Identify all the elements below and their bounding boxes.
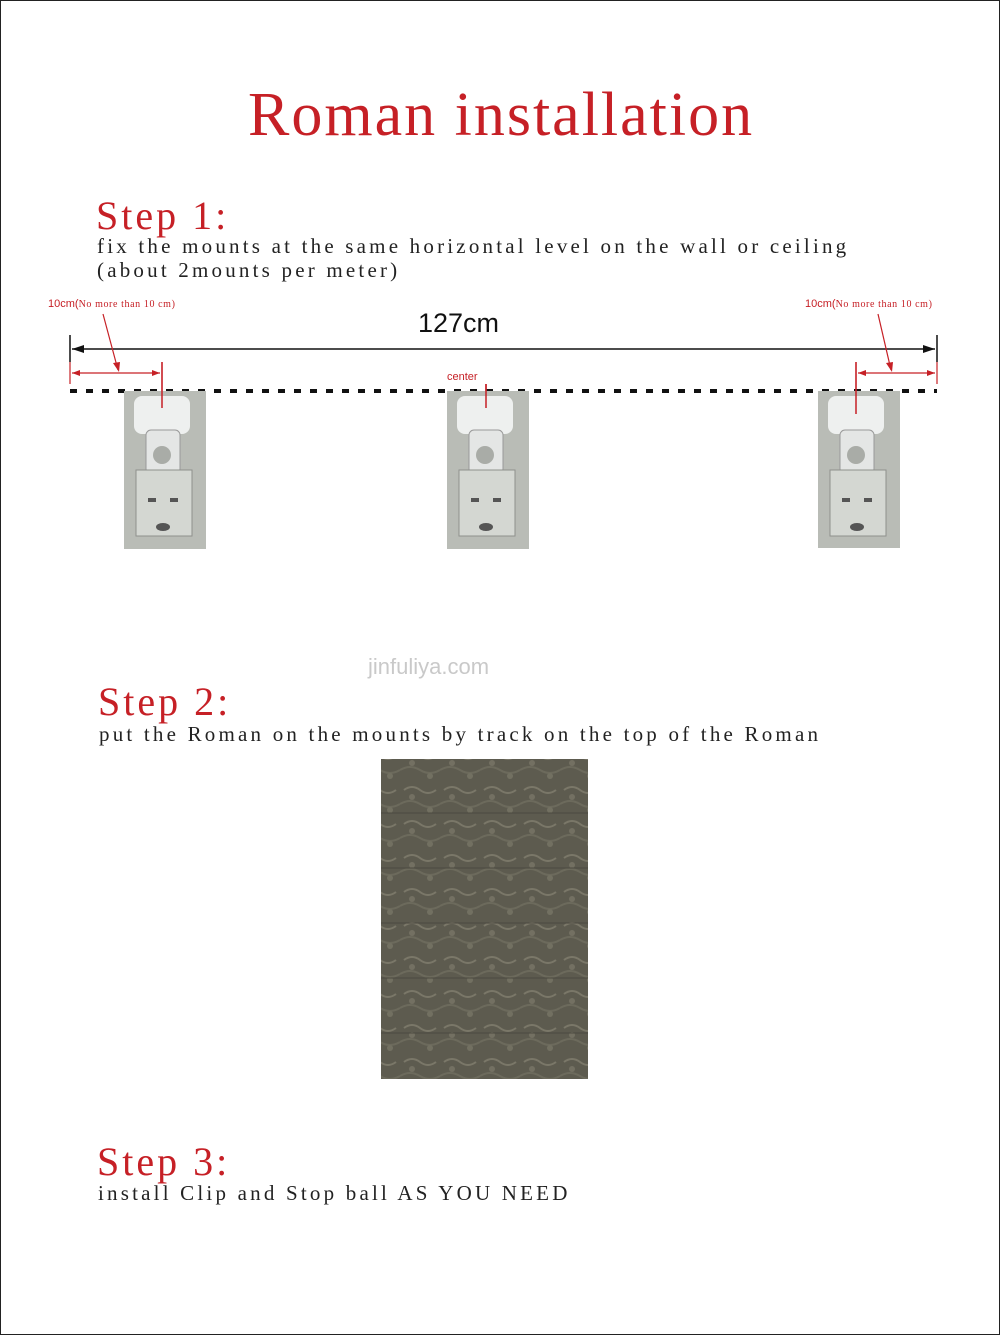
dimension-arrow-right [923, 345, 935, 353]
mount-left [124, 391, 206, 549]
dimension-arrow-left [72, 345, 84, 353]
step1-text-line2: (about 2mounts per meter) [97, 258, 401, 282]
step2-heading: Step 2: [98, 679, 232, 724]
watermark: jinfuliya.com [368, 654, 490, 679]
left-note-small: No more than 10 cm) [78, 299, 176, 310]
step3-heading: Step 3: [97, 1139, 231, 1184]
step1-text-line1: fix the mounts at the same horizontal level on the wall or ceiling [97, 234, 850, 258]
left-note-main: 10cm( [48, 298, 79, 310]
mount-center [447, 391, 529, 549]
left-note-pointer [103, 314, 118, 370]
center-label: center [447, 371, 478, 383]
page-title: Roman installation [248, 81, 755, 149]
mount-right [818, 391, 900, 548]
step1-heading: Step 1: [96, 193, 230, 238]
total-width-label: 127cm [418, 308, 500, 338]
right-note-small: No more than 10 cm) [835, 299, 933, 310]
step3-text: install Clip and Stop ball AS YOU NEED [98, 1181, 571, 1205]
right-note-main: 10cm( [805, 298, 836, 310]
roman-fabric-panel [381, 759, 588, 1079]
right-note-pointer [878, 314, 891, 370]
step2-text: put the Roman on the mounts by track on the top of the Roman [99, 722, 822, 746]
